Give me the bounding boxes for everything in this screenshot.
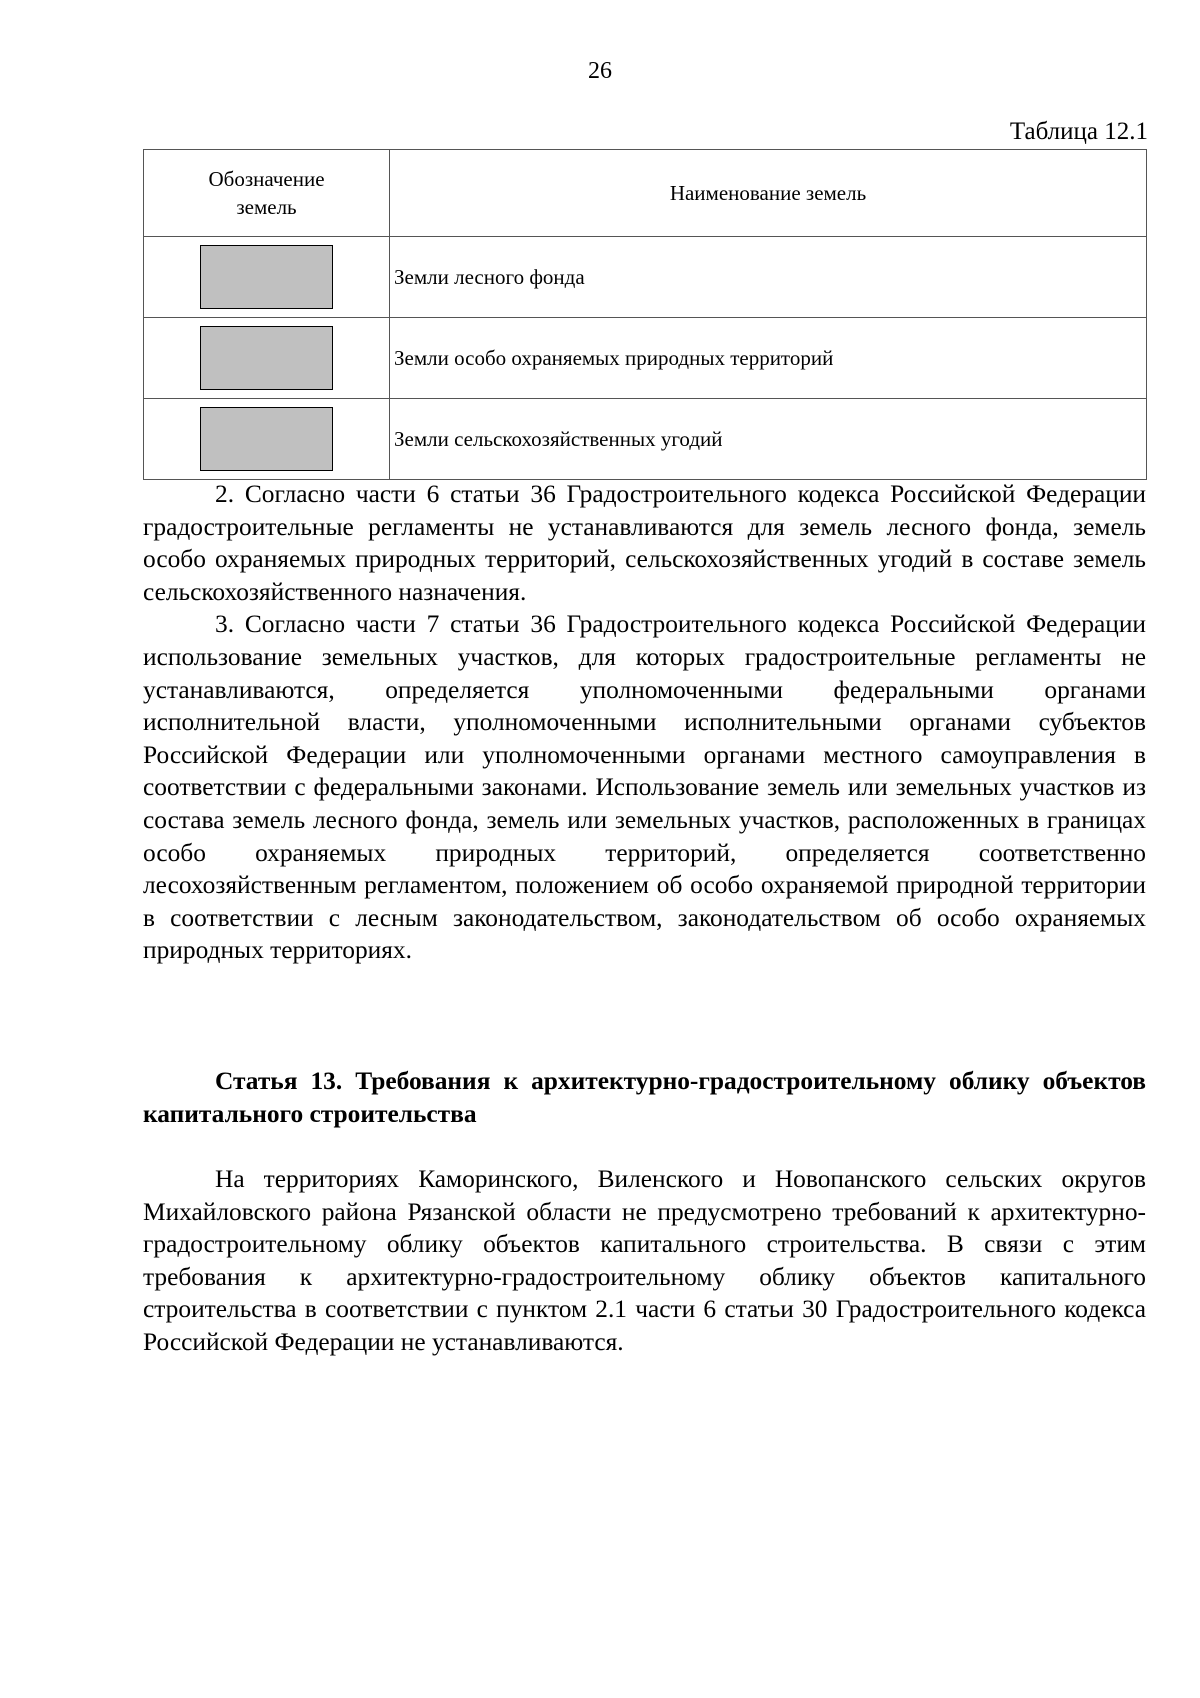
article-13-paragraph: На территориях Каморинского, Виленского и Новопанского сельских округов Михайловского района Рязанской области не предусмотрено требований к архитектурно-градостроительному облику объектов капитального строительства. В связи с этим требования к архитектурно-градостроительному облику объектов капитального строительства в соответствии с пунктом 2.1 части 6 статьи 30 Градостроительного кодекса Российской Федерации не устанавливаются. bbox=[143, 1165, 1146, 1356]
article-13-body bbox=[143, 1163, 1146, 1359]
land-name: Земли сельскохозяйственных угодий bbox=[394, 427, 723, 451]
paragraph-3: 3. Согласно части 7 статьи 36 Градостроительного кодекса Российской Федерации использование земельных участков, для которых градостроительные регламенты не устанавливаются, определяется уполномоченными федеральными органами исполнительной власти, уполномоченными исполнительными органами субъектов Российской Федерации или уполномоченными органами местного самоуправления в соответствии с федеральными законами. Использование земель или земельных участков из состава земель лесного фонда, земель или земельных участков, расположенных в границах особо охраняемых природных территорий, определяется соответственно лесохозяйственным регламентом, положением об особо охраняемой природной территории в соответствии с лесным законодательством, законодательством об особо охраняемых природных территориях. bbox=[143, 610, 1146, 965]
page-number: 26 bbox=[588, 58, 612, 84]
land-swatch bbox=[200, 407, 333, 471]
table-caption: Таблица 12.1 bbox=[1009, 118, 1148, 145]
name-cell bbox=[390, 237, 1147, 318]
table-row bbox=[144, 399, 1147, 480]
header-name: Наименование земель bbox=[390, 150, 1147, 237]
land-swatch bbox=[200, 245, 333, 309]
article-13-heading: Статья 13. Требования к архитектурно-градостроительному облику объектов капитального строительства bbox=[143, 1067, 1146, 1128]
land-swatch bbox=[200, 326, 333, 390]
header-symbol-label: Обозначение земель bbox=[208, 167, 325, 219]
name-cell bbox=[390, 318, 1147, 399]
symbol-cell bbox=[144, 318, 390, 399]
table-row bbox=[144, 237, 1147, 318]
name-cell bbox=[390, 399, 1147, 480]
body-text bbox=[143, 478, 1146, 967]
symbol-cell bbox=[144, 237, 390, 318]
table-header-row bbox=[144, 150, 1147, 237]
land-name: Земли лесного фонда bbox=[394, 265, 585, 289]
land-designation-table bbox=[143, 149, 1147, 480]
symbol-cell bbox=[144, 399, 390, 480]
land-name: Земли особо охраняемых природных территорий bbox=[394, 346, 834, 370]
header-symbol bbox=[144, 150, 390, 237]
table-row bbox=[144, 318, 1147, 399]
paragraph-2: 2. Согласно части 6 статьи 36 Градостроительного кодекса Российской Федерации градостроительные регламенты не устанавливаются для земель лесного фонда, земель особо охраняемых природных территорий, сельскохозяйственных угодий в составе земель сельскохозяйственного назначения. bbox=[143, 480, 1146, 606]
